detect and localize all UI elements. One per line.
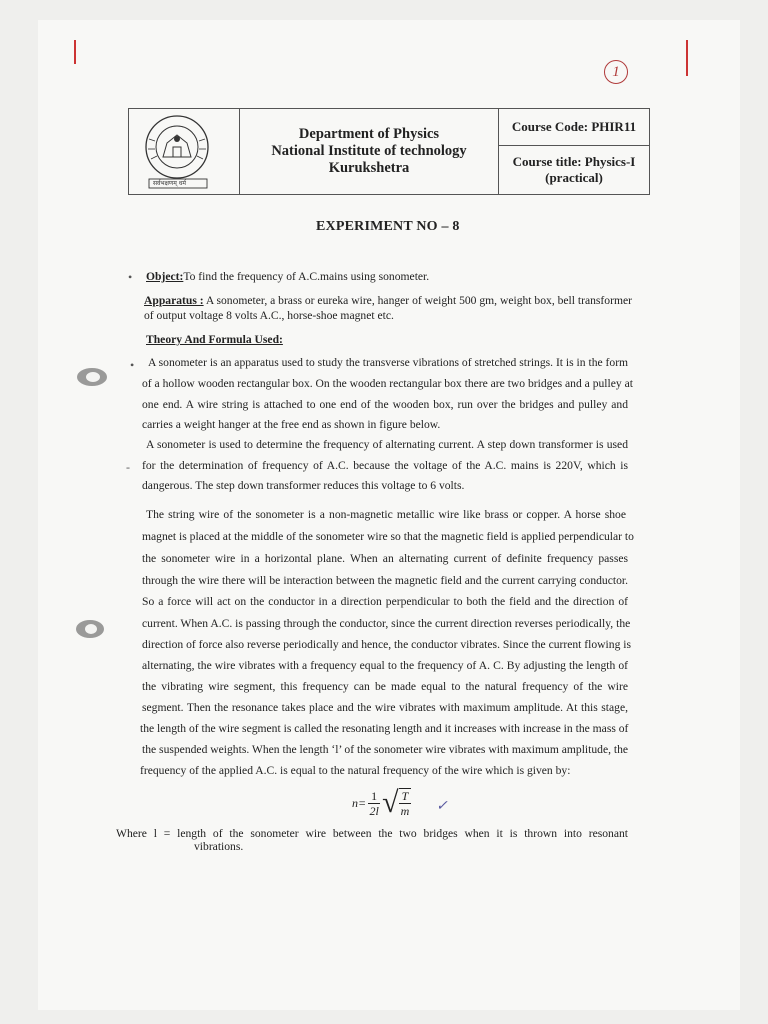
header-table	[128, 108, 650, 195]
margin-red-mark	[686, 40, 688, 76]
para3-line: The string wire of the sonometer is a non-magnetic metallic wire like brass or copper. A horse shoe	[146, 508, 626, 521]
where-line-2: vibrations.	[194, 840, 244, 853]
course-cell	[499, 109, 649, 194]
para3-line: the suspended weights. When the length ‘l’ of the sonometer wire vibrates with maximum amplitude, the	[142, 743, 629, 756]
course-code: Course Code: PHIR11	[499, 109, 649, 146]
formula-fraction	[368, 789, 380, 818]
object-text: To find the frequency of A.C.mains using sonometer.	[183, 270, 430, 283]
handwritten-check-icon: ✓	[436, 799, 448, 814]
institute-logo-cell	[129, 109, 240, 194]
formula-square-root	[382, 788, 411, 818]
formula-numerator: 1	[368, 789, 380, 804]
course-title-line2: (practical)	[545, 170, 603, 185]
bullet-mark: •	[128, 270, 133, 284]
formula-root-denominator: m	[400, 804, 410, 818]
formula-root-numerator: T	[399, 789, 412, 804]
formula-root-fraction	[399, 788, 412, 818]
where-line: Where l = length of the sonometer wire between the two bridges when it is thrown into resonant	[116, 827, 628, 840]
margin-red-mark	[74, 40, 76, 64]
department-cell	[240, 109, 499, 194]
department-name: Department of Physics	[298, 126, 440, 142]
page-number-circle	[604, 60, 628, 84]
para3-line: magnet is placed at the middle of the sonometer wire so that the magnetic field is applied perpendicular to	[142, 530, 634, 543]
para1-line: carries a weight hanger at the free end as shown in figure below.	[142, 418, 441, 431]
logo-motto: सर्वभक्षणम् धर्म	[153, 180, 187, 187]
object-line	[146, 270, 429, 284]
formula-denominator: 2l	[369, 803, 379, 818]
bullet-mark: •	[130, 358, 135, 372]
para2-line: A sonometer is used to determine the frequency of alternating current. A step down transformer is used	[146, 438, 628, 451]
para3-line: frequency of the applied A.C. is equal to the natural frequency of the wire which is given by:	[140, 764, 571, 777]
frequency-formula	[352, 788, 411, 818]
para1-line: of a hollow wooden rectangular box. On the wooden rectangular box there are two bridges and a pulley at	[142, 377, 633, 390]
para3-line: the length of the wire segment is called the resonating length and it increases with increase in the mass of	[140, 722, 629, 735]
apparatus-text-1: A sonometer, a brass or eureka wire, hanger of weight 500 gm, weight box, bell transformer	[203, 294, 632, 307]
bullet-mark: -	[126, 460, 130, 474]
experiment-title: EXPERIMENT NO – 8	[316, 219, 460, 234]
para3-line: segment. Then the resonance takes place and the wire vibrates with maximum amplitude. At this stage,	[142, 701, 628, 714]
object-label: Object:	[146, 270, 184, 283]
para3-line: the vibrating wire segment, this frequency can be made equal to the natural frequency of the wire	[142, 680, 628, 693]
para2-line: dangerous. The step down transformer reduces this voltage to 6 volts.	[142, 479, 465, 492]
institute-city: Kurukshetra	[328, 160, 410, 176]
page-number: 1	[612, 63, 620, 80]
formula-lhs: n=	[352, 795, 367, 810]
apparatus-line-2: of output voltage 8 volts A.C., horse-shoe magnet etc.	[144, 309, 394, 322]
para3-line: the sonometer wire in a horizontal plane. When an alternating current of definite frequency passes	[142, 552, 628, 565]
binder-hole-icon	[70, 614, 110, 644]
apparatus-line-1	[144, 294, 632, 308]
para1-line: A sonometer is an apparatus used to study the transverse vibrations of stretched strings. It is in the form	[148, 356, 629, 369]
theory-heading: Theory And Formula Used:	[146, 333, 283, 346]
institute-name: National Institute of technology	[271, 143, 467, 159]
course-title-line1: Course title: Physics-I	[512, 154, 636, 169]
course-title	[499, 146, 649, 194]
binder-hole-icon	[72, 362, 112, 392]
para3-line: current. When A.C. is passing through the conductor, since the current direction reverses periodically, the	[142, 617, 631, 630]
para3-line: So a force will act on the conductor in a direction perpendicular to both the field and the direction of	[142, 595, 628, 608]
para1-line: one end. A wire string is attached to one end of the wooden box, run over the bridges and pulley and	[142, 398, 628, 411]
para3-line: direction of force also reverse periodically and hence, the conductor vibrates. Since the current flowing is	[142, 638, 632, 651]
para2-line: for the determination of frequency of A.C. because the voltage of the A.C. mains is 220V, which is	[142, 459, 628, 472]
radical-icon: √	[382, 786, 399, 819]
para3-line: alternating, the wire vibrates with a frequency equal to the frequency of A. C. By adjusting the length of	[142, 659, 628, 672]
apparatus-label: Apparatus :	[144, 294, 204, 307]
para3-line: through the wire there will be interaction between the magnetic field and the current carrying conductor.	[142, 574, 628, 587]
